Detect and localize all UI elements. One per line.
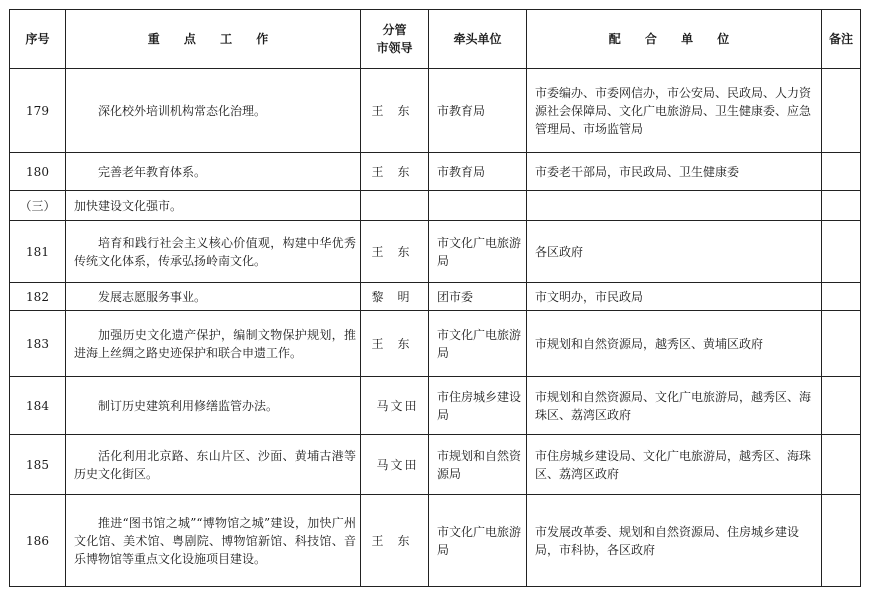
table-row — [10, 377, 861, 435]
row-seq: 181 — [10, 221, 66, 283]
row-leader: 王东 — [361, 221, 429, 283]
row-note — [822, 69, 861, 153]
row-task: 制订历史建筑利用修缮监管办法。 — [66, 377, 361, 435]
row-seq: 182 — [10, 283, 66, 311]
row-note — [822, 283, 861, 311]
header-leader-line2: 市领导 — [376, 41, 413, 55]
row-leader: 王东 — [361, 495, 429, 587]
row-seq: 180 — [10, 153, 66, 191]
row-leader: 马文田 — [361, 435, 429, 495]
row-lead-unit: 市住房城乡建设局 — [429, 377, 527, 435]
header-seq: 序号 — [10, 10, 66, 69]
row-task: 推进“图书馆之城”“博物馆之城”建设，加快广州文化馆、美术馆、粤剧院、博物馆新馆、科技馆、音乐博物馆等重点文化设施项目建设。 — [66, 495, 361, 587]
row-co-units: 市规划和自然资源局，越秀区、黄埔区政府 — [527, 311, 822, 377]
row-note — [822, 153, 861, 191]
row-note — [822, 311, 861, 377]
row-seq: 179 — [10, 69, 66, 153]
row-leader: 王东 — [361, 311, 429, 377]
header-leader-line1: 分管 — [382, 23, 407, 37]
row-co-units: 市发展改革委、规划和自然资源局、住房城乡建设局，市科协，各区政府 — [527, 495, 822, 587]
row-lead-unit: 市教育局 — [429, 69, 527, 153]
row-note — [822, 221, 861, 283]
row-note — [822, 435, 861, 495]
row-task: 活化利用北京路、东山片区、沙面、黄埔古港等历史文化街区。 — [66, 435, 361, 495]
row-task: 完善老年教育体系。 — [66, 153, 361, 191]
section-row — [10, 191, 861, 221]
header-task: 重 点 工 作 — [66, 10, 361, 69]
section-lead-unit — [429, 191, 527, 221]
table-row — [10, 221, 861, 283]
row-co-units: 市文明办，市民政局 — [527, 283, 822, 311]
row-lead-unit: 市文化广电旅游局 — [429, 221, 527, 283]
row-co-units: 各区政府 — [527, 221, 822, 283]
table-row — [10, 283, 861, 311]
header-lead-unit: 牵头单位 — [429, 10, 527, 69]
row-task: 深化校外培训机构常态化治理。 — [66, 69, 361, 153]
row-leader: 马文田 — [361, 377, 429, 435]
row-seq: 183 — [10, 311, 66, 377]
row-leader: 黎明 — [361, 283, 429, 311]
row-seq: 186 — [10, 495, 66, 587]
row-seq: 184 — [10, 377, 66, 435]
header-leader — [361, 10, 429, 69]
section-co-units — [527, 191, 822, 221]
header-row — [10, 10, 861, 69]
row-note — [822, 377, 861, 435]
row-co-units: 市规划和自然资源局、文化广电旅游局，越秀区、海珠区、荔湾区政府 — [527, 377, 822, 435]
row-leader: 王东 — [361, 69, 429, 153]
row-lead-unit: 市规划和自然资源局 — [429, 435, 527, 495]
row-co-units: 市住房城乡建设局、文化广电旅游局，越秀区、海珠区、荔湾区政府 — [527, 435, 822, 495]
table-row — [10, 153, 861, 191]
table-row — [10, 69, 861, 153]
header-note: 备注 — [822, 10, 861, 69]
row-co-units: 市委编办、市委网信办，市公安局、民政局、人力资源社会保障局、文化广电旅游局、卫生健康委、应急管理局、市场监管局 — [527, 69, 822, 153]
work-table — [9, 9, 861, 587]
table-row — [10, 435, 861, 495]
row-lead-unit: 市教育局 — [429, 153, 527, 191]
row-seq: 185 — [10, 435, 66, 495]
header-co-units: 配 合 单 位 — [527, 10, 822, 69]
table-row — [10, 311, 861, 377]
section-leader — [361, 191, 429, 221]
row-lead-unit: 市文化广电旅游局 — [429, 311, 527, 377]
row-task: 加强历史文化遗产保护，编制文物保护规划，推进海上丝绸之路史迹保护和联合申遗工作。 — [66, 311, 361, 377]
row-leader: 王东 — [361, 153, 429, 191]
row-task: 培育和践行社会主义核心价值观，构建中华优秀传统文化体系，传承弘扬岭南文化。 — [66, 221, 361, 283]
section-seq: （三） — [10, 191, 66, 221]
section-note — [822, 191, 861, 221]
section-title: 加快建设文化强市。 — [66, 191, 361, 221]
table-row — [10, 495, 861, 587]
row-co-units: 市委老干部局，市民政局、卫生健康委 — [527, 153, 822, 191]
row-task: 发展志愿服务事业。 — [66, 283, 361, 311]
row-note — [822, 495, 861, 587]
row-lead-unit: 团市委 — [429, 283, 527, 311]
row-lead-unit: 市文化广电旅游局 — [429, 495, 527, 587]
